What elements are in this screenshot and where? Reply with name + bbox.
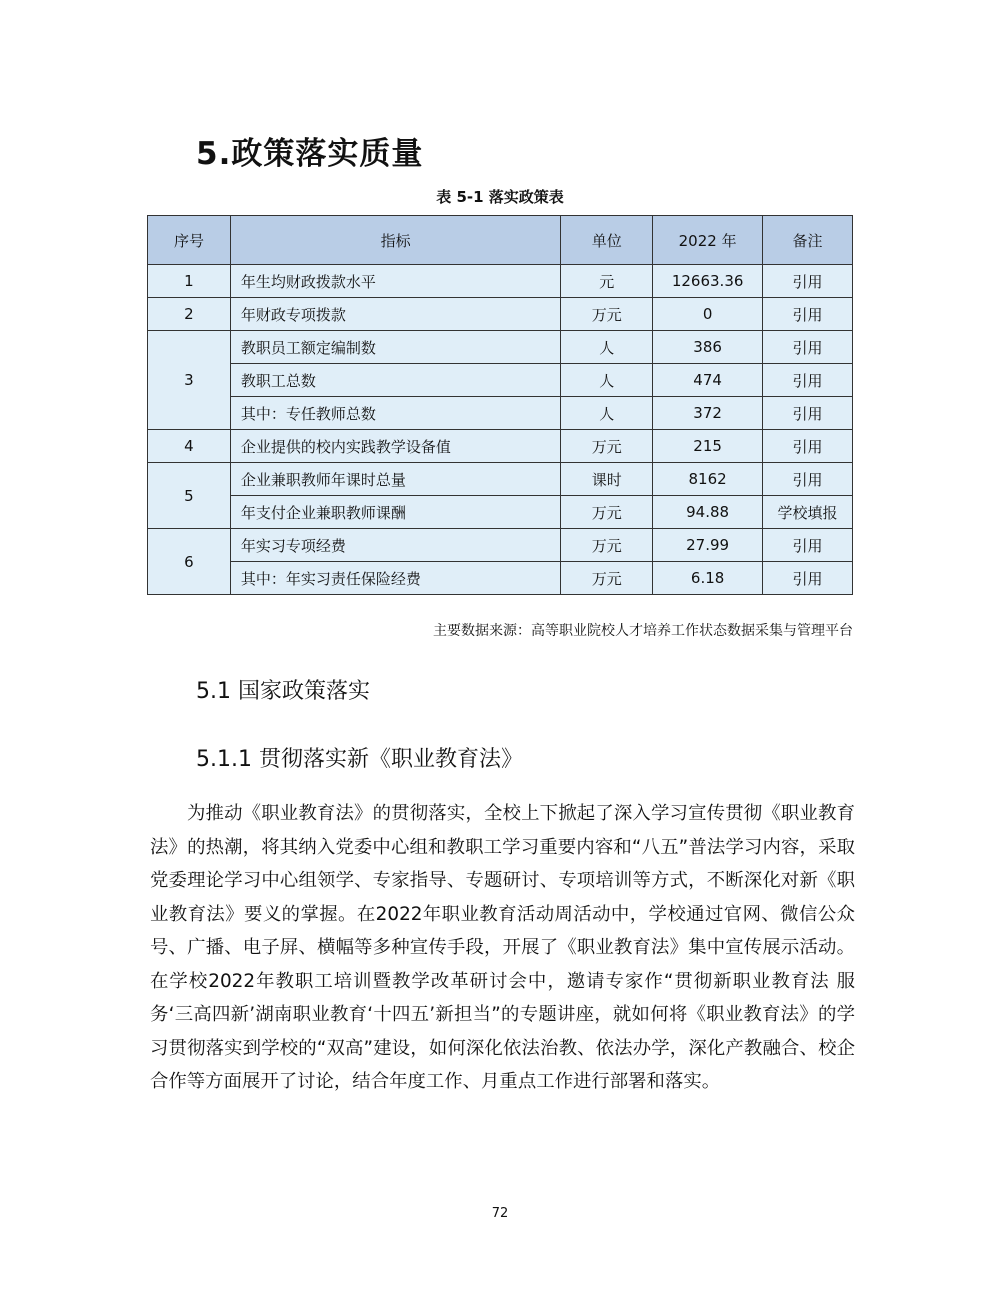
header-indicator: 指标 xyxy=(230,216,560,265)
note-cell: 引用 xyxy=(763,397,853,430)
table-row xyxy=(148,463,853,496)
unit-cell: 万元 xyxy=(561,562,653,595)
note-cell: 引用 xyxy=(763,298,853,331)
note-cell: 引用 xyxy=(763,562,853,595)
row-number: 2 xyxy=(148,298,231,331)
value-cell: 372 xyxy=(653,397,763,430)
note-cell: 引用 xyxy=(763,265,853,298)
table-row xyxy=(148,364,853,397)
unit-cell: 课时 xyxy=(561,463,653,496)
value-cell: 12663.36 xyxy=(653,265,763,298)
row-number: 4 xyxy=(148,430,231,463)
note-cell: 引用 xyxy=(763,529,853,562)
unit-cell: 万元 xyxy=(561,529,653,562)
header-no: 序号 xyxy=(148,216,231,265)
table-caption: 表 5-1 落实政策表 xyxy=(436,188,564,206)
note-cell: 引用 xyxy=(763,430,853,463)
indicator-cell: 年支付企业兼职教师课酬 xyxy=(230,496,560,529)
indicator-cell: 教职员工额定编制数 xyxy=(230,331,560,364)
unit-cell: 万元 xyxy=(561,298,653,331)
unit-cell: 人 xyxy=(561,397,653,430)
data-source-note: 主要数据来源：高等职业院校人才培养工作状态数据采集与管理平台 xyxy=(433,623,853,639)
indicator-cell: 教职工总数 xyxy=(230,364,560,397)
header-year: 2022 年 xyxy=(653,216,763,265)
note-cell: 引用 xyxy=(763,463,853,496)
page-title: 5.政策落实质量 xyxy=(196,136,424,172)
note-cell: 引用 xyxy=(763,331,853,364)
value-cell: 215 xyxy=(653,430,763,463)
value-cell: 0 xyxy=(653,298,763,331)
unit-cell: 元 xyxy=(561,265,653,298)
header-unit: 单位 xyxy=(561,216,653,265)
value-cell: 474 xyxy=(653,364,763,397)
row-number: 5 xyxy=(148,463,231,529)
note-cell: 学校填报 xyxy=(763,496,853,529)
body-paragraph: 为推动《职业教育法》的贯彻落实，全校上下掀起了深入学习宣传贯彻《职业教育法》的热潮，将其纳入党委中心组和教职工学习重要内容和“八五”普法学习内容，采取党委理论学习中心组领学、专家指导、专题研讨、专项培训等方式，不断深化对新《职业教育法》要义的掌握。在2022年职业教育活动周活动中，学校通过官网、微信公众号、广播、电子屏、横幅等多种宣传手段，开展了《职业教育法》集中宣传展示活动。在学校2022年教职工培训暨教学改革研讨会中，邀请专家作“贯彻新职业教育法 服务‘三高四新’湖南职业教育‘十四五’新担当”的专题讲座，就如何将《职业教育法》的学习贯彻落实到学校的“双高”建设，如何深化依法治教、依法办学，深化产教融合、校企合作等方面展开了讨论，结合年度工作、月重点工作进行部署和落实。 xyxy=(150,803,855,1092)
indicator-cell: 企业提供的校内实践教学设备值 xyxy=(230,430,560,463)
table-row xyxy=(148,265,853,298)
table-row xyxy=(148,496,853,529)
table-row xyxy=(148,430,853,463)
indicator-cell: 年财政专项拨款 xyxy=(230,298,560,331)
table-row xyxy=(148,298,853,331)
unit-cell: 人 xyxy=(561,364,653,397)
row-number: 6 xyxy=(148,529,231,595)
indicator-cell: 年实习专项经费 xyxy=(230,529,560,562)
note-cell: 引用 xyxy=(763,364,853,397)
section-heading: 5.1 国家政策落实 xyxy=(196,679,370,704)
indicator-cell: 其中：专任教师总数 xyxy=(230,397,560,430)
subsection-heading: 5.1.1 贯彻落实新《职业教育法》 xyxy=(196,747,523,772)
indicator-cell: 企业兼职教师年课时总量 xyxy=(230,463,560,496)
value-cell: 8162 xyxy=(653,463,763,496)
row-number: 3 xyxy=(148,331,231,430)
value-cell: 386 xyxy=(653,331,763,364)
indicator-cell: 其中：年实习责任保险经费 xyxy=(230,562,560,595)
table-row xyxy=(148,331,853,364)
unit-cell: 人 xyxy=(561,331,653,364)
table-row xyxy=(148,529,853,562)
value-cell: 27.99 xyxy=(653,529,763,562)
page-number: 72 xyxy=(491,1206,509,1221)
policy-table xyxy=(147,215,853,595)
header-note: 备注 xyxy=(763,216,853,265)
unit-cell: 万元 xyxy=(561,430,653,463)
table-row xyxy=(148,562,853,595)
indicator-cell: 年生均财政拨款水平 xyxy=(230,265,560,298)
row-number: 1 xyxy=(148,265,231,298)
table-header-row xyxy=(148,216,853,265)
unit-cell: 万元 xyxy=(561,496,653,529)
table-row xyxy=(148,397,853,430)
value-cell: 6.18 xyxy=(653,562,763,595)
value-cell: 94.88 xyxy=(653,496,763,529)
